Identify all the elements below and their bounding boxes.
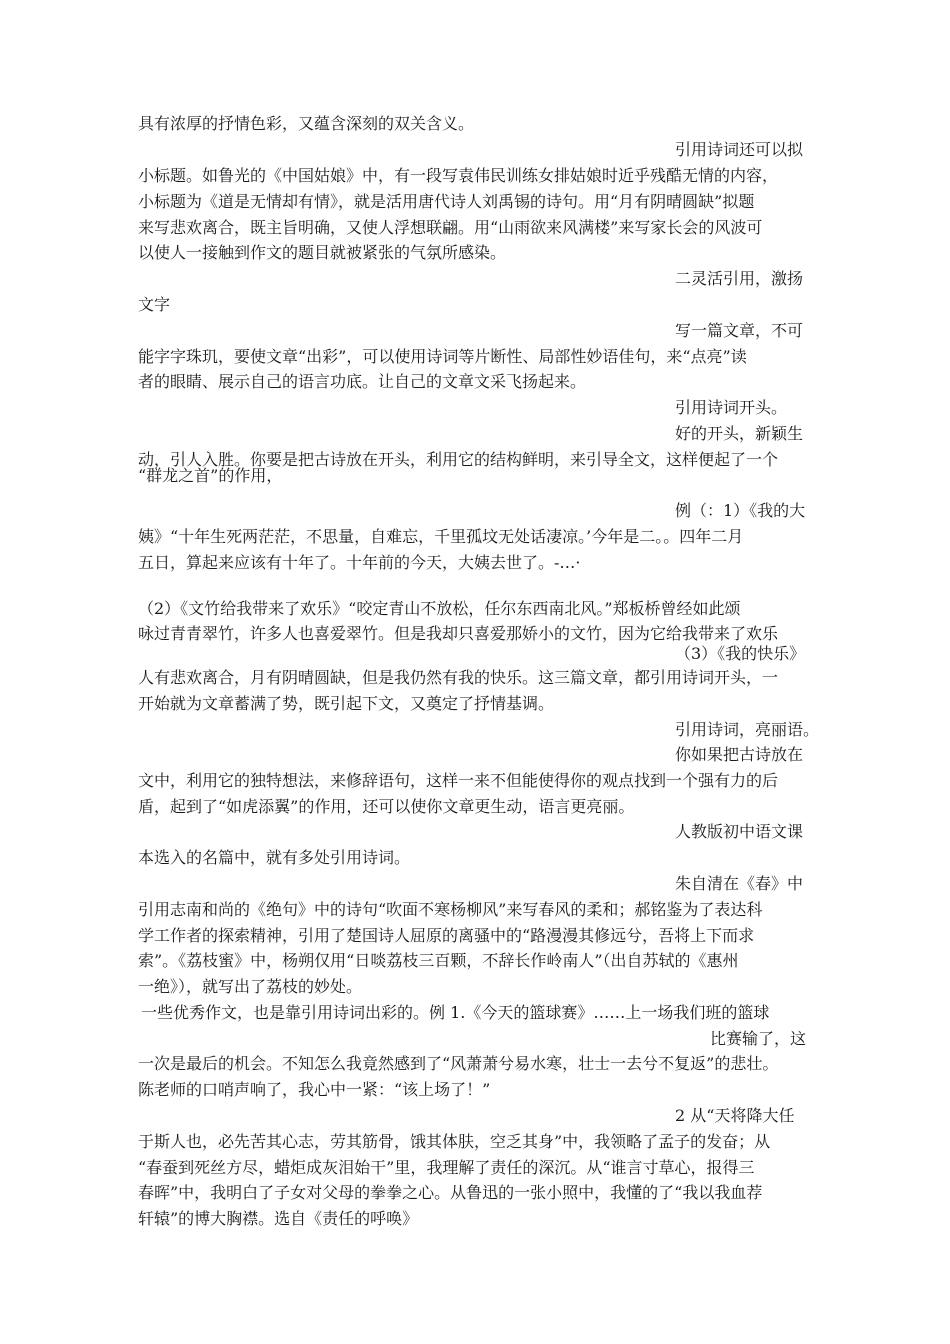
subheading: 引用诗词开头。 [675, 398, 788, 417]
text-line: 好的开头，新颖生 [675, 424, 804, 443]
text-line: 动，引人入胜。你要是把古诗放在开头，利用它的结构鲜明，来引导全文，这样便起了一个 [138, 450, 779, 469]
text-line: “春蚕到死丝方尽，蜡炬成灰泪始干”里，我理解了责任的深沉。从“谁言寸草心，报得三 [138, 1158, 755, 1177]
text-line: 小标题为《道是无情却有情》，就是活用唐代诗人刘禹锡的诗句。用“月有阴晴圆缺”拟题 [138, 192, 755, 211]
text-line: 文中，利用它的独特想法，来修辞语句，这样一来不但能使得你的观点找到一个强有力的后 [138, 771, 779, 790]
text-line: （2）《文竹给我带来了欢乐》“咬定青山不放松，任尔东西南北风。”郑板桥曾经如此颂 [138, 599, 741, 618]
subheading: 引用诗词，亮丽语。 [675, 720, 820, 739]
text-line: 咏过青青翠竹，许多人也喜爱翠竹。但是我却只喜爱那娇小的文竹，因为它给我带来了欢乐 [138, 624, 779, 643]
text-line: 陈老师的口哨声响了，我心中一紧：“该上场了！” [138, 1080, 491, 1099]
text-line: 盾，起到了“如虎添翼”的作用，还可以使你文章更生动，语言更亮丽。 [138, 797, 635, 816]
text-line: 人教版初中语文课 [675, 822, 804, 841]
text-line: 写一篇文章，不可 [675, 321, 804, 340]
text-line: 小标题。如鲁光的《中国姑娘》中，有一段写袁伟民训练女排姑娘时近乎残酷无情的内容， [138, 166, 779, 185]
text-line: （3）《我的快乐》 [675, 644, 806, 663]
text-line: 能字字珠玑，要使文章“出彩”，可以使用诗词等片断性、局部性妙语佳句，来“点亮”读 [138, 347, 747, 366]
text-line: 姨》“十年生死两茫茫，不思量，自难忘，千里孤坟无处话凄凉。’今年是二。。四年二月 [138, 527, 744, 546]
text-line: 以使人一接触到作文的题目就被紧张的气氛所感染。 [138, 243, 507, 262]
text-line: 2 从“天将降大任 [675, 1106, 795, 1125]
text-line: 一次是最后的机会。不知怎么我竟然感到了“风萧萧兮易水寒，壮士一去兮不复返”的悲壮。 [138, 1054, 779, 1073]
text-line: 人有悲欢离合，月有阴晴圆缺，但是我仍然有我的快乐。这三篇文章，都引用诗词开头，一 [138, 668, 779, 687]
section-heading: 文字 [138, 295, 171, 314]
text-line: 一些优秀作文，也是靠引用诗词出彩的。例 1.《今天的篮球赛》……上一场我们班的篮球 [141, 1003, 770, 1022]
text-line: 学工作者的探索精神，引用了楚国诗人屈原的离骚中的“路漫漫其修远兮，吾将上下而求 [138, 926, 755, 945]
text-line: 例（：1）《我的大 [675, 501, 806, 520]
text-line: 来写悲欢离合，既主旨明确，又使人浮想联翩。用“山雨欲来风满楼”来写家长会的风波可 [138, 218, 763, 237]
text-line: 一绝》），就写出了荔枝的妙处。 [138, 977, 363, 996]
text-line: “群龙之首”的作用， [138, 466, 283, 485]
text-line: 你如果把古诗放在 [675, 745, 804, 764]
text-line: 引用志南和尚的《绝句》中的诗句“吹面不寒杨柳风”来写春风的柔和；郝铭鉴为了表达科 [138, 900, 763, 919]
text-line: 开始就为文章蓄满了势，既引起下文，又奠定了抒情基调。 [138, 694, 555, 713]
text-line: 轩辕”的博大胸襟。选自《责任的呼唤》 [138, 1209, 419, 1228]
text-line: 春晖”中，我明白了子女对父母的拳拳之心。从鲁迅的一张小照中，我懂的了“我以我血荐 [138, 1183, 763, 1202]
text-line: 索”。《荔枝蜜》中，杨朔仅用“日啖荔枝三百颗，不辞长作岭南人”（出自苏轼的《惠州 [138, 951, 739, 970]
text-line: 者的眼睛、展示自己的语言功底。让自己的文章文采飞扬起来。 [138, 372, 587, 391]
text-line: 比赛输了，这 [710, 1029, 807, 1048]
text-line: 本选入的名篇中，就有多处引用诗词。 [138, 848, 411, 867]
text-line: 于斯人也，必先苦其心志，劳其筋骨，饿其体肤，空乏其身”中，我领略了孟子的发奋；从 [138, 1132, 771, 1151]
text-line: 朱自清在《春》中 [675, 874, 804, 893]
text-line: 具有浓厚的抒情色彩，又蕴含深刻的双关含义。 [138, 114, 475, 133]
text-line: 引用诗词还可以拟 [675, 140, 804, 159]
text-line: 五日，算起来应该有十年了。十年前的今天，大姨去世了。-…· [138, 553, 581, 572]
section-heading: 二灵活引用，激扬 [675, 269, 804, 288]
